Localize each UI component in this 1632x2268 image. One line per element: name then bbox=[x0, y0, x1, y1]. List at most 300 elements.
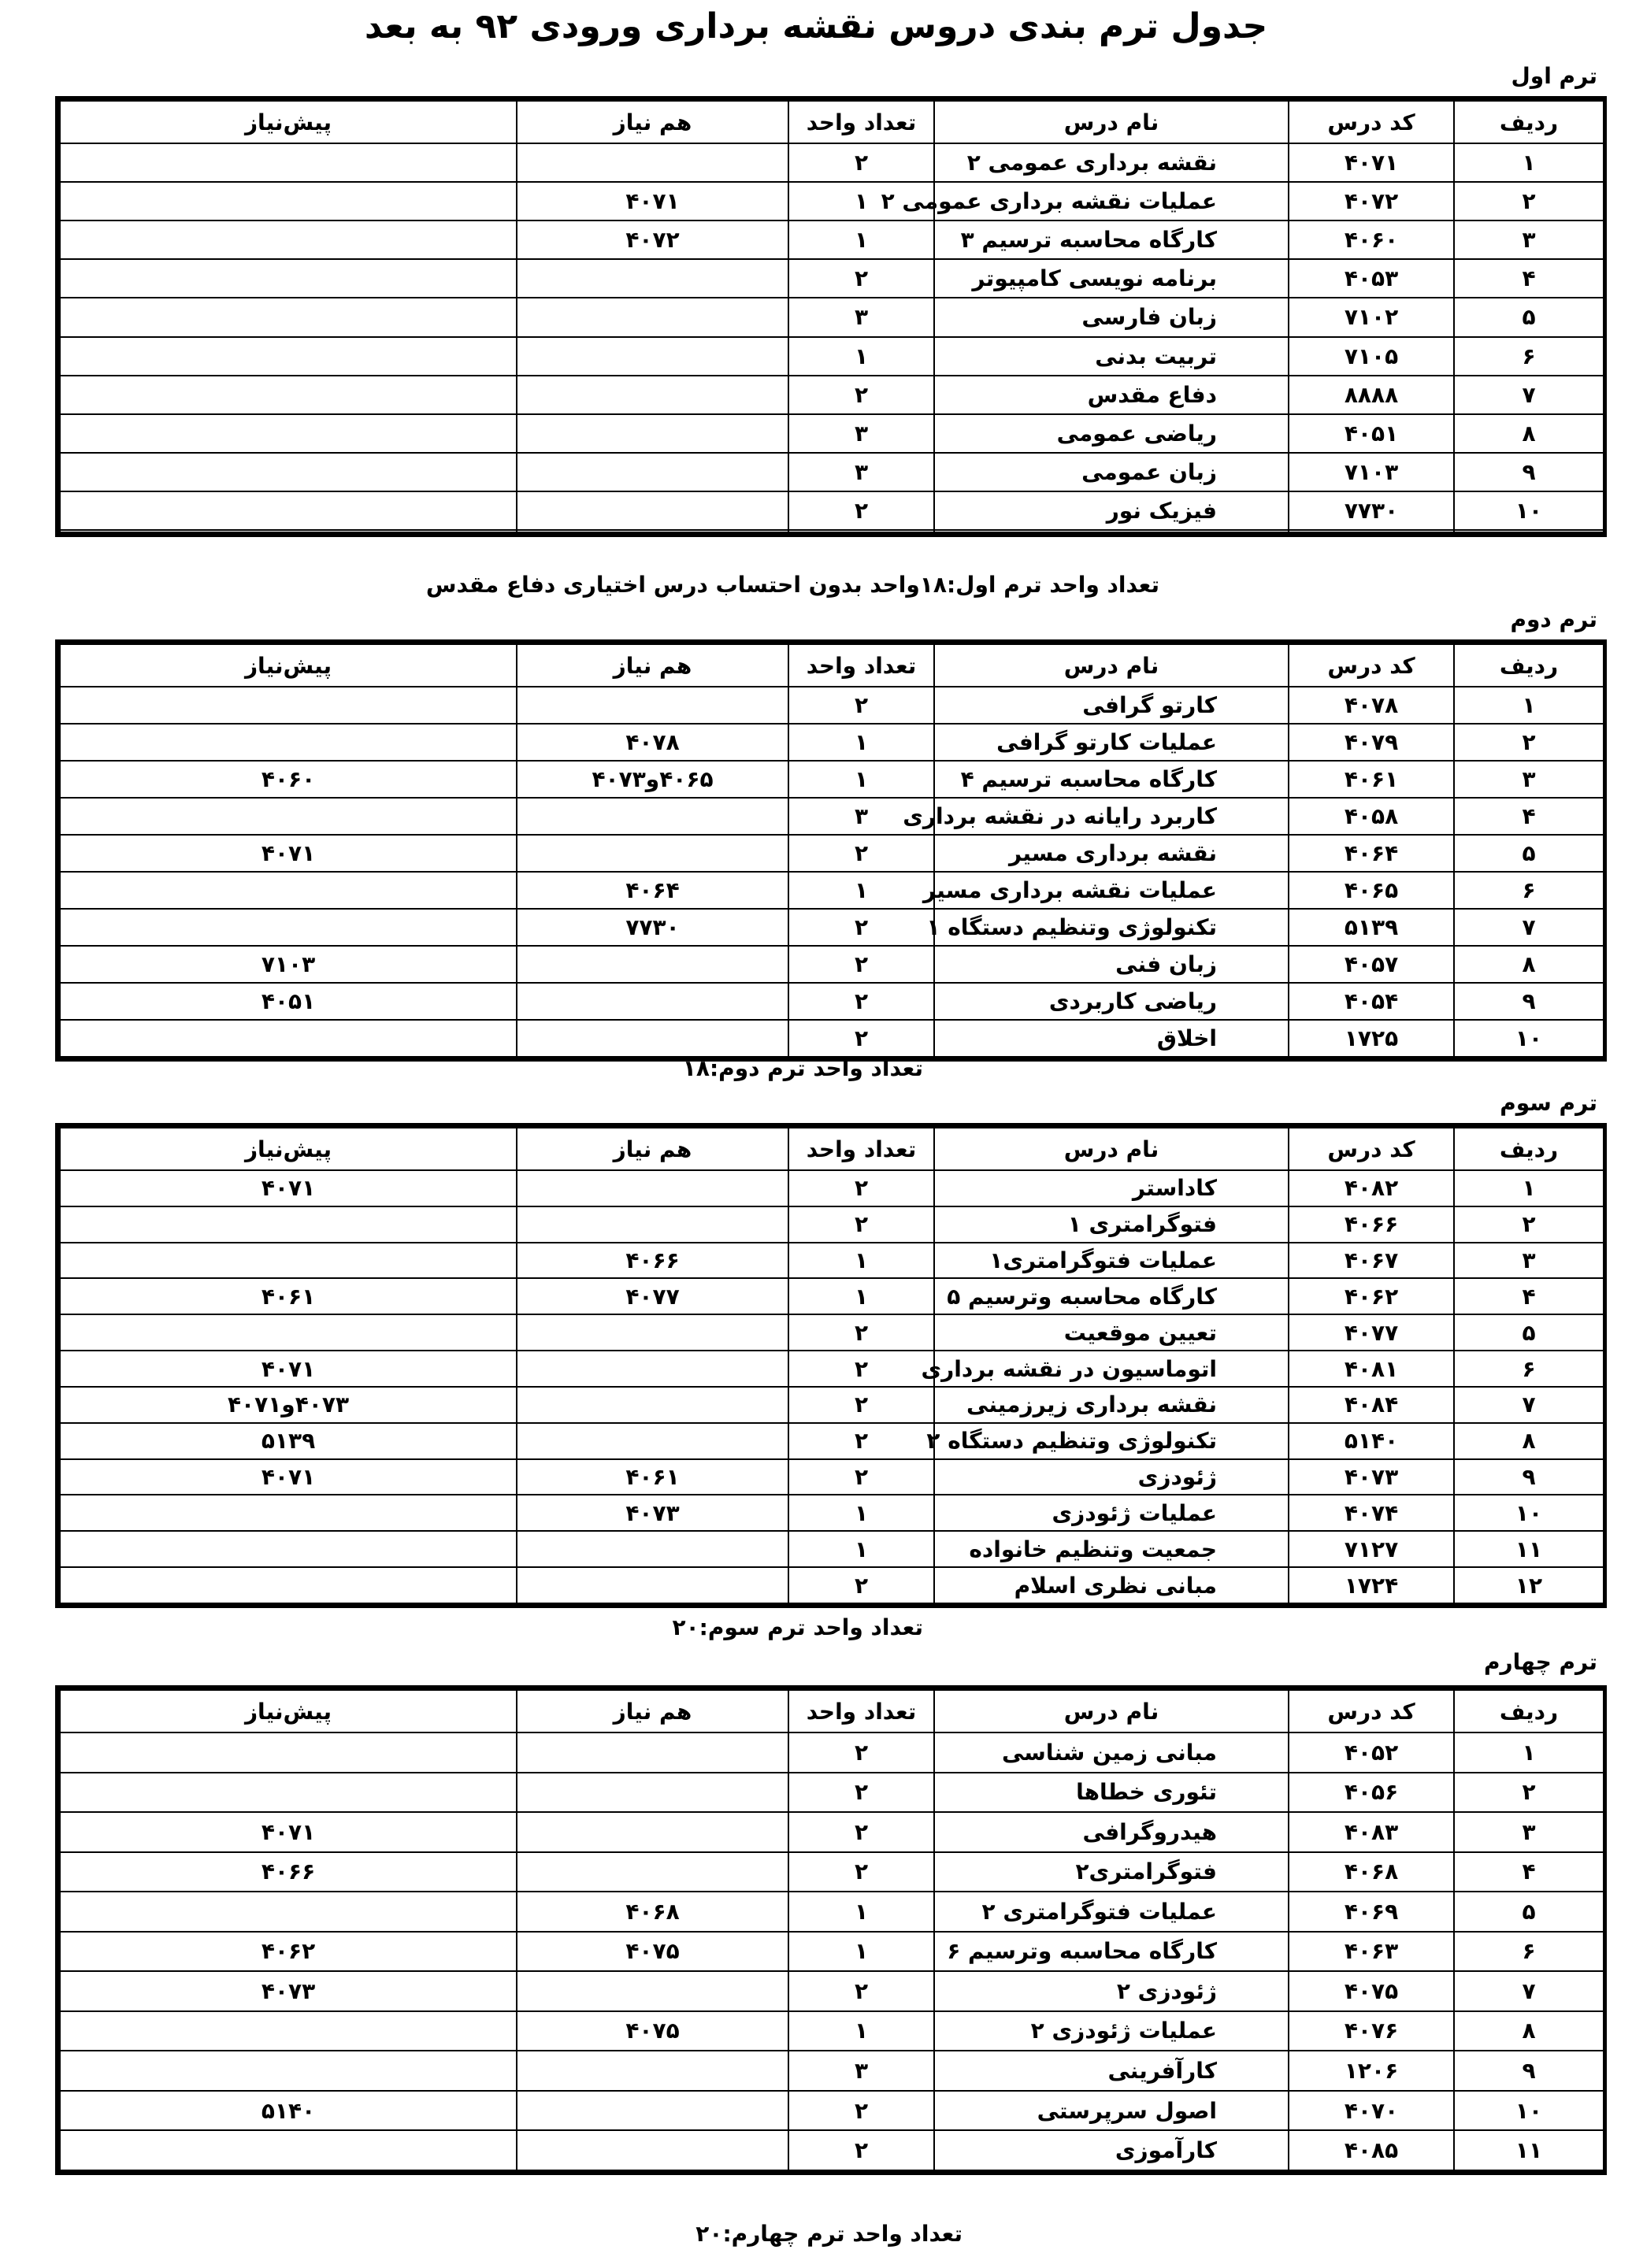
row-number: ۹ bbox=[1454, 983, 1604, 1020]
corequisite: ۴۰۶۶ bbox=[517, 1243, 788, 1279]
course-code: ۴۰۶۶ bbox=[1289, 1206, 1454, 1243]
course-units: ۳ bbox=[788, 2051, 934, 2091]
prerequisite: ۴۰۶۲ bbox=[60, 1932, 517, 1972]
prerequisite: ۴۰۵۱ bbox=[60, 983, 517, 1020]
course-name: کارگاه محاسبه وترسیم ۵ bbox=[934, 1278, 1289, 1314]
corequisite: ۷۷۳۰ bbox=[517, 909, 788, 946]
course-name: تعیین موقعیت bbox=[934, 1314, 1289, 1351]
corequisite bbox=[517, 1852, 788, 1892]
course-code: ۷۱۰۲ bbox=[1289, 298, 1454, 336]
corequisite bbox=[517, 983, 788, 1020]
corequisite: ۴۰۷۵ bbox=[517, 1932, 788, 1972]
row-number: ۱ bbox=[1454, 687, 1604, 724]
empty-cell bbox=[1454, 530, 1604, 532]
empty-cell bbox=[934, 530, 1289, 532]
course-code: ۴۰۵۱ bbox=[1289, 414, 1454, 453]
prerequisite: ۷۱۰۳ bbox=[60, 946, 517, 983]
course-units: ۲ bbox=[788, 2130, 934, 2170]
corequisite bbox=[517, 1567, 788, 1603]
table-row bbox=[60, 1852, 1604, 1892]
corequisite bbox=[517, 376, 788, 414]
corequisite bbox=[517, 337, 788, 376]
table-row bbox=[60, 835, 1604, 872]
course-code: ۴۰۸۲ bbox=[1289, 1170, 1454, 1206]
course-code: ۴۰۵۷ bbox=[1289, 946, 1454, 983]
course-name: کارآفرینی bbox=[934, 2051, 1289, 2091]
prerequisite bbox=[60, 376, 517, 414]
table-row bbox=[60, 2051, 1604, 2091]
row-number: ۸ bbox=[1454, 414, 1604, 453]
table-row bbox=[60, 491, 1604, 530]
row-number: ۶ bbox=[1454, 1932, 1604, 1972]
corequisite bbox=[517, 2091, 788, 2131]
table-row bbox=[60, 761, 1604, 798]
corequisite bbox=[517, 143, 788, 182]
course-code: ۴۰۶۸ bbox=[1289, 1852, 1454, 1892]
table-row bbox=[60, 2011, 1604, 2051]
table-row bbox=[60, 1971, 1604, 2011]
corequisite: ۴۰۶۵و۴۰۷۳ bbox=[517, 761, 788, 798]
prerequisite: ۴۰۷۱ bbox=[60, 1351, 517, 1387]
header-prerequisite: پیش‌نیاز bbox=[60, 644, 517, 687]
table-row bbox=[60, 909, 1604, 946]
course-name: دفاع مقدس bbox=[934, 376, 1289, 414]
row-number: ۲ bbox=[1454, 724, 1604, 761]
course-name: عملیات ژئودزی ۲ bbox=[934, 2011, 1289, 2051]
course-code: ۴۰۷۹ bbox=[1289, 724, 1454, 761]
table-row bbox=[60, 1020, 1604, 1057]
corequisite bbox=[517, 1423, 788, 1459]
course-code: ۴۰۷۱ bbox=[1289, 143, 1454, 182]
term-label: ترم چهارم bbox=[1483, 1649, 1597, 1675]
row-number: ۸ bbox=[1454, 946, 1604, 983]
course-code: ۷۱۰۵ bbox=[1289, 337, 1454, 376]
course-code: ۴۰۶۳ bbox=[1289, 1932, 1454, 1972]
prerequisite bbox=[60, 909, 517, 946]
term-label: ترم سوم bbox=[1500, 1090, 1597, 1116]
course-code: ۷۷۳۰ bbox=[1289, 491, 1454, 530]
header-course-code: کد درس bbox=[1289, 1690, 1454, 1732]
table-row bbox=[60, 182, 1604, 220]
course-units: ۲ bbox=[788, 376, 934, 414]
course-name: عملیات نقشه برداری مسیر bbox=[934, 872, 1289, 909]
course-name: مبانی زمین شناسی bbox=[934, 1732, 1289, 1773]
corequisite: ۴۰۷۳ bbox=[517, 1495, 788, 1531]
header-row-number: ردیف bbox=[1454, 644, 1604, 687]
course-code: ۱۲۰۶ bbox=[1289, 2051, 1454, 2091]
course-table bbox=[55, 639, 1607, 1062]
corequisite bbox=[517, 1170, 788, 1206]
table-row bbox=[60, 1773, 1604, 1813]
row-number: ۸ bbox=[1454, 1423, 1604, 1459]
course-code: ۴۰۶۱ bbox=[1289, 761, 1454, 798]
table-row bbox=[60, 453, 1604, 491]
course-units: ۳ bbox=[788, 453, 934, 491]
course-code: ۸۸۸۸ bbox=[1289, 376, 1454, 414]
course-code: ۴۰۸۳ bbox=[1289, 1812, 1454, 1852]
corequisite: ۴۰۶۴ bbox=[517, 872, 788, 909]
corequisite: ۴۰۶۱ bbox=[517, 1459, 788, 1495]
row-number: ۴ bbox=[1454, 1852, 1604, 1892]
course-units: ۲ bbox=[788, 1852, 934, 1892]
row-number: ۷ bbox=[1454, 376, 1604, 414]
corequisite bbox=[517, 1351, 788, 1387]
course-name: اصول سرپرستی bbox=[934, 2091, 1289, 2131]
prerequisite: ۴۰۷۳و۴۰۷۱ bbox=[60, 1387, 517, 1423]
header-row bbox=[60, 101, 1604, 143]
prerequisite bbox=[60, 2130, 517, 2170]
header-course-code: کد درس bbox=[1289, 644, 1454, 687]
prerequisite bbox=[60, 414, 517, 453]
header-course-units: تعداد واحد bbox=[788, 1690, 934, 1732]
course-name: مبانی نظری اسلام bbox=[934, 1567, 1289, 1603]
course-table-grid bbox=[59, 1127, 1604, 1604]
table-row bbox=[60, 376, 1604, 414]
course-units: ۱ bbox=[788, 220, 934, 259]
prerequisite: ۵۱۳۹ bbox=[60, 1423, 517, 1459]
prerequisite bbox=[60, 298, 517, 336]
row-number: ۱۱ bbox=[1454, 1531, 1604, 1567]
row-number: ۶ bbox=[1454, 337, 1604, 376]
term-total: تعداد واحد ترم سوم:۲۰ bbox=[672, 1614, 923, 1640]
row-number: ۱۲ bbox=[1454, 1567, 1604, 1603]
table-row bbox=[60, 1732, 1604, 1773]
term-total: تعداد واحد ترم چهارم:۲۰ bbox=[695, 2221, 963, 2247]
course-units: ۲ bbox=[788, 909, 934, 946]
corequisite: ۴۰۷۷ bbox=[517, 1278, 788, 1314]
row-number: ۵ bbox=[1454, 1314, 1604, 1351]
corequisite bbox=[517, 1387, 788, 1423]
prerequisite: ۴۰۷۱ bbox=[60, 1459, 517, 1495]
row-number: ۱ bbox=[1454, 143, 1604, 182]
corequisite bbox=[517, 1531, 788, 1567]
row-number: ۳ bbox=[1454, 1243, 1604, 1279]
empty-cell bbox=[517, 530, 788, 532]
row-number: ۸ bbox=[1454, 2011, 1604, 2051]
course-units: ۱ bbox=[788, 724, 934, 761]
course-name: برنامه نویسی کامپیوتر bbox=[934, 259, 1289, 298]
header-prerequisite: پیش‌نیاز bbox=[60, 101, 517, 143]
table-row bbox=[60, 872, 1604, 909]
table-row bbox=[60, 298, 1604, 336]
course-table bbox=[55, 1685, 1607, 2175]
table-row bbox=[60, 983, 1604, 1020]
corequisite bbox=[517, 798, 788, 835]
prerequisite bbox=[60, 1567, 517, 1603]
row-number: ۱۰ bbox=[1454, 1020, 1604, 1057]
table-row bbox=[60, 1314, 1604, 1351]
row-number: ۱۱ bbox=[1454, 2130, 1604, 2170]
course-table-grid bbox=[59, 100, 1604, 533]
course-units: ۲ bbox=[788, 491, 934, 530]
term-label: ترم اول bbox=[1511, 63, 1597, 89]
course-units: ۲ bbox=[788, 946, 934, 983]
course-units: ۲ bbox=[788, 1971, 934, 2011]
table-row bbox=[60, 1278, 1604, 1314]
course-name: ریاضی عمومی bbox=[934, 414, 1289, 453]
course-units: ۳ bbox=[788, 414, 934, 453]
course-units: ۲ bbox=[788, 1812, 934, 1852]
prerequisite bbox=[60, 491, 517, 530]
row-number: ۷ bbox=[1454, 909, 1604, 946]
course-units: ۱ bbox=[788, 2011, 934, 2051]
table-row bbox=[60, 1892, 1604, 1932]
prerequisite bbox=[60, 453, 517, 491]
term-total: تعداد واحد ترم اول:۱۸واحد بدون احتساب درس اختیاری دفاع مقدس bbox=[425, 572, 1159, 598]
corequisite bbox=[517, 1812, 788, 1852]
table-row bbox=[60, 1567, 1604, 1603]
header-course-units: تعداد واحد bbox=[788, 644, 934, 687]
course-code: ۴۰۸۱ bbox=[1289, 1351, 1454, 1387]
table-row bbox=[60, 1206, 1604, 1243]
course-code: ۴۰۷۸ bbox=[1289, 687, 1454, 724]
corequisite: ۴۰۶۸ bbox=[517, 1892, 788, 1932]
course-units: ۲ bbox=[788, 1206, 934, 1243]
course-name: ژئودزی ۲ bbox=[934, 1971, 1289, 2011]
prerequisite: ۴۰۷۱ bbox=[60, 1812, 517, 1852]
prerequisite bbox=[60, 1020, 517, 1057]
table-row bbox=[60, 1387, 1604, 1423]
course-units: ۲ bbox=[788, 1732, 934, 1773]
row-number: ۱۰ bbox=[1454, 1495, 1604, 1531]
prerequisite bbox=[60, 798, 517, 835]
corequisite bbox=[517, 259, 788, 298]
corequisite bbox=[517, 835, 788, 872]
corequisite bbox=[517, 2130, 788, 2170]
course-name: زبان عمومی bbox=[934, 453, 1289, 491]
prerequisite: ۴۰۶۱ bbox=[60, 1278, 517, 1314]
empty-cell bbox=[60, 530, 517, 532]
course-code: ۴۰۵۳ bbox=[1289, 259, 1454, 298]
course-units: ۱ bbox=[788, 182, 934, 220]
header-corequisite: هم نیاز bbox=[517, 1690, 788, 1732]
prerequisite: ۴۰۶۰ bbox=[60, 761, 517, 798]
course-code: ۴۰۵۶ bbox=[1289, 1773, 1454, 1813]
course-code: ۷۱۲۷ bbox=[1289, 1531, 1454, 1567]
table-row bbox=[60, 946, 1604, 983]
course-code: ۵۱۳۹ bbox=[1289, 909, 1454, 946]
empty-cell bbox=[788, 530, 934, 532]
course-code: ۴۰۸۵ bbox=[1289, 2130, 1454, 2170]
header-course-name: نام درس bbox=[934, 644, 1289, 687]
course-units: ۲ bbox=[788, 835, 934, 872]
header-course-code: کد درس bbox=[1289, 101, 1454, 143]
course-code: ۴۰۷۶ bbox=[1289, 2011, 1454, 2051]
row-number: ۲ bbox=[1454, 182, 1604, 220]
row-number: ۵ bbox=[1454, 298, 1604, 336]
course-table-grid bbox=[59, 1689, 1604, 2171]
table-row bbox=[60, 1351, 1604, 1387]
prerequisite: ۴۰۶۶ bbox=[60, 1852, 517, 1892]
course-name: ژئودزی bbox=[934, 1459, 1289, 1495]
empty-cell bbox=[1289, 530, 1454, 532]
header-prerequisite: پیش‌نیاز bbox=[60, 1128, 517, 1170]
table-row bbox=[60, 2091, 1604, 2131]
course-units: ۱ bbox=[788, 1892, 934, 1932]
course-code: ۴۰۵۸ bbox=[1289, 798, 1454, 835]
header-corequisite: هم نیاز bbox=[517, 1128, 788, 1170]
course-name: زبان فنی bbox=[934, 946, 1289, 983]
table-row bbox=[60, 1932, 1604, 1972]
prerequisite bbox=[60, 1732, 517, 1773]
corequisite bbox=[517, 414, 788, 453]
course-name: کارگاه محاسبه ترسیم ۴ bbox=[934, 761, 1289, 798]
course-name: نقشه برداری مسیر bbox=[934, 835, 1289, 872]
prerequisite bbox=[60, 687, 517, 724]
course-units: ۲ bbox=[788, 1423, 934, 1459]
row-number: ۴ bbox=[1454, 1278, 1604, 1314]
row-number: ۵ bbox=[1454, 1892, 1604, 1932]
course-table-grid bbox=[59, 643, 1604, 1058]
header-corequisite: هم نیاز bbox=[517, 644, 788, 687]
prerequisite bbox=[60, 1314, 517, 1351]
table-row bbox=[60, 724, 1604, 761]
course-code: ۴۰۷۰ bbox=[1289, 2091, 1454, 2131]
course-units: ۱ bbox=[788, 872, 934, 909]
prerequisite bbox=[60, 220, 517, 259]
table-row bbox=[60, 143, 1604, 182]
table-row bbox=[60, 687, 1604, 724]
corequisite bbox=[517, 453, 788, 491]
course-name: تئوری خطاها bbox=[934, 1773, 1289, 1813]
course-name: تکنولوژی وتنظیم دستگاه ۱ bbox=[934, 909, 1289, 946]
course-code: ۱۷۲۵ bbox=[1289, 1020, 1454, 1057]
corequisite: ۴۰۷۵ bbox=[517, 2011, 788, 2051]
prerequisite: ۴۰۷۱ bbox=[60, 835, 517, 872]
corequisite bbox=[517, 1971, 788, 2011]
course-name: کاداستر bbox=[934, 1170, 1289, 1206]
corequisite bbox=[517, 946, 788, 983]
row-number: ۹ bbox=[1454, 1459, 1604, 1495]
course-units: ۳ bbox=[788, 298, 934, 336]
prerequisite bbox=[60, 1892, 517, 1932]
header-row bbox=[60, 1128, 1604, 1170]
course-code: ۴۰۷۴ bbox=[1289, 1495, 1454, 1531]
prerequisite bbox=[60, 2011, 517, 2051]
header-course-units: تعداد واحد bbox=[788, 101, 934, 143]
course-units: ۲ bbox=[788, 1020, 934, 1057]
corequisite bbox=[517, 1020, 788, 1057]
course-name: هیدروگرافی bbox=[934, 1812, 1289, 1852]
corequisite bbox=[517, 1206, 788, 1243]
course-units: ۱ bbox=[788, 1932, 934, 1972]
course-name: جمعیت وتنظیم خانواده bbox=[934, 1531, 1289, 1567]
course-units: ۲ bbox=[788, 143, 934, 182]
course-name: نقشه برداری زیرزمینی bbox=[934, 1387, 1289, 1423]
prerequisite: ۴۰۷۳ bbox=[60, 1971, 517, 2011]
course-name: کاربرد رایانه در نقشه برداری bbox=[934, 798, 1289, 835]
course-units: ۲ bbox=[788, 259, 934, 298]
course-name: تکنولوژی وتنظیم دستگاه ۲ bbox=[934, 1423, 1289, 1459]
row-number: ۳ bbox=[1454, 220, 1604, 259]
course-name: عملیات کارتو گرافی bbox=[934, 724, 1289, 761]
corequisite: ۴۰۷۲ bbox=[517, 220, 788, 259]
prerequisite bbox=[60, 872, 517, 909]
course-name: عملیات ژئودزی bbox=[934, 1495, 1289, 1531]
row-number: ۱ bbox=[1454, 1732, 1604, 1773]
prerequisite: ۵۱۴۰ bbox=[60, 2091, 517, 2131]
prerequisite bbox=[60, 182, 517, 220]
course-code: ۴۰۷۳ bbox=[1289, 1459, 1454, 1495]
course-units: ۲ bbox=[788, 1567, 934, 1603]
course-code: ۴۰۵۲ bbox=[1289, 1732, 1454, 1773]
table-row bbox=[60, 220, 1604, 259]
row-number: ۷ bbox=[1454, 1387, 1604, 1423]
course-code: ۱۷۲۴ bbox=[1289, 1567, 1454, 1603]
course-name: عملیات فتوگرامتری ۲ bbox=[934, 1892, 1289, 1932]
course-name: اخلاق bbox=[934, 1020, 1289, 1057]
table-row bbox=[60, 259, 1604, 298]
header-row-number: ردیف bbox=[1454, 1690, 1604, 1732]
course-code: ۴۰۶۴ bbox=[1289, 835, 1454, 872]
header-course-units: تعداد واحد bbox=[788, 1128, 934, 1170]
row-number: ۲ bbox=[1454, 1206, 1604, 1243]
course-units: ۲ bbox=[788, 1351, 934, 1387]
prerequisite bbox=[60, 1773, 517, 1813]
course-code: ۴۰۷۲ bbox=[1289, 182, 1454, 220]
corequisite bbox=[517, 298, 788, 336]
course-name: عملیات نقشه برداری عمومی ۲ bbox=[934, 182, 1289, 220]
course-code: ۴۰۷۷ bbox=[1289, 1314, 1454, 1351]
course-name: کارتو گرافی bbox=[934, 687, 1289, 724]
prerequisite bbox=[60, 2051, 517, 2091]
table-row bbox=[60, 337, 1604, 376]
prerequisite bbox=[60, 724, 517, 761]
row-number: ۱۰ bbox=[1454, 491, 1604, 530]
course-name: زبان فارسی bbox=[934, 298, 1289, 336]
course-name: کارآموزی bbox=[934, 2130, 1289, 2170]
header-course-name: نام درس bbox=[934, 1690, 1289, 1732]
course-units: ۲ bbox=[788, 1170, 934, 1206]
course-name: فیزیک نور bbox=[934, 491, 1289, 530]
corequisite bbox=[517, 1773, 788, 1813]
prerequisite bbox=[60, 1243, 517, 1279]
course-name: کارگاه محاسبه ترسیم ۳ bbox=[934, 220, 1289, 259]
table-row bbox=[60, 1459, 1604, 1495]
course-name: عملیات فتوگرامتری۱ bbox=[934, 1243, 1289, 1279]
row-number: ۳ bbox=[1454, 761, 1604, 798]
term-label: ترم دوم bbox=[1510, 606, 1597, 632]
row-number: ۹ bbox=[1454, 2051, 1604, 2091]
course-code: ۴۰۷۵ bbox=[1289, 1971, 1454, 2011]
prerequisite bbox=[60, 337, 517, 376]
table-row bbox=[60, 1812, 1604, 1852]
course-code: ۷۱۰۳ bbox=[1289, 453, 1454, 491]
table-row bbox=[60, 2130, 1604, 2170]
table-row bbox=[60, 798, 1604, 835]
row-number: ۴ bbox=[1454, 798, 1604, 835]
course-code: ۴۰۵۴ bbox=[1289, 983, 1454, 1020]
prerequisite bbox=[60, 143, 517, 182]
course-code: ۴۰۶۵ bbox=[1289, 872, 1454, 909]
course-units: ۲ bbox=[788, 1387, 934, 1423]
corequisite bbox=[517, 1732, 788, 1773]
course-code: ۴۰۶۹ bbox=[1289, 1892, 1454, 1932]
corequisite: ۴۰۷۱ bbox=[517, 182, 788, 220]
course-units: ۱ bbox=[788, 761, 934, 798]
course-code: ۵۱۴۰ bbox=[1289, 1423, 1454, 1459]
prerequisite bbox=[60, 1206, 517, 1243]
course-units: ۲ bbox=[788, 2091, 934, 2131]
corequisite bbox=[517, 491, 788, 530]
table-row bbox=[60, 1170, 1604, 1206]
table-row bbox=[60, 1423, 1604, 1459]
row-number: ۱ bbox=[1454, 1170, 1604, 1206]
header-course-name: نام درس bbox=[934, 1128, 1289, 1170]
course-units: ۱ bbox=[788, 1243, 934, 1279]
course-name: فتوگرامتری۲ bbox=[934, 1852, 1289, 1892]
course-units: ۱ bbox=[788, 1495, 934, 1531]
